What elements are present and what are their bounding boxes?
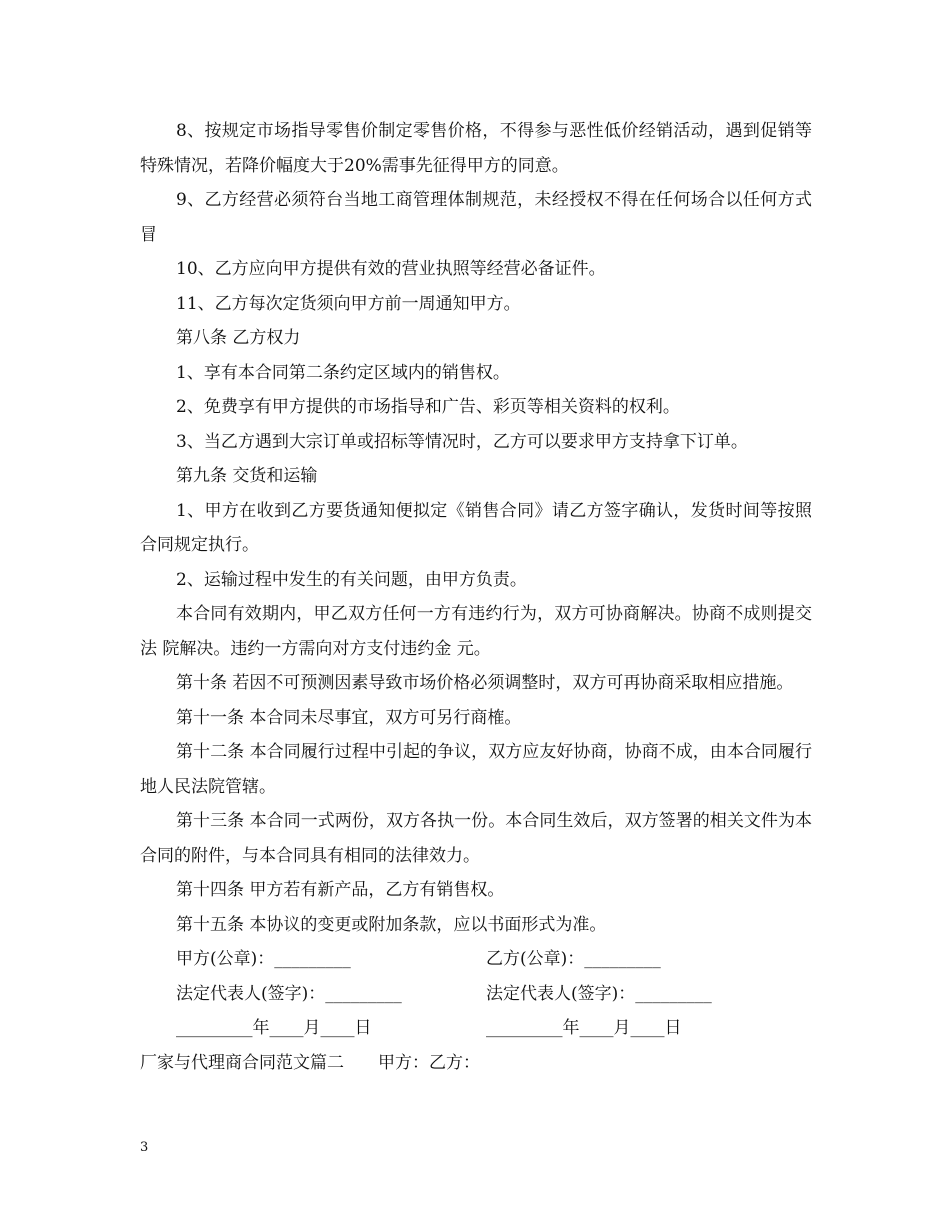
signature-row-date [140,1011,812,1046]
clause-paragraph: 1、享有本合同第二条约定区域内的销售权。 [176,362,510,383]
next-section-parties: 甲方：乙方： [378,1052,480,1073]
clause-paragraph: 9、乙方经营必须符台当地工商管理体制规范，未经授权不得在任何场合以任何方式冒 [140,190,812,245]
article-paragraph: 第十一条 本合同未尽事宜，双方可另行商榷。 [176,707,522,728]
article-paragraph: 第十二条 本合同履行过程中引起的争议，双方应友好协商，协商不成，由本合同履行 地人民法院管辖。 [140,742,812,797]
article-paragraph: 第十四条 甲方若有新产品，乙方有销售权。 [176,880,505,900]
clause-paragraph: 8、按规定市场指导零售价制定零售价格，不得参与恶性低价经销活动，遇到促销等特殊情况，若降价幅度大于20%需事先征得甲方的同意。 [140,121,812,176]
party-b-seal-field: 乙方(公章)：_________ [486,949,661,969]
document-body [140,114,812,1080]
next-section-title: 厂家与代理商合同范文篇二 [140,1052,344,1073]
party-a-representative-field: 法定代表人(签字)：_________ [176,983,402,1004]
clause-paragraph: 2、免费享有甲方提供的市场指导和广告、彩页等相关资料的权利。 [176,397,680,417]
article-paragraph: 第十五条 本协议的变更或附加条款，应以书面形式为准。 [176,914,607,935]
party-a-seal-field: 甲方(公章)：_________ [176,949,351,969]
article-paragraph: 第十条 若因不可预测因素导致市场价格必须调整时，双方可再协商采取相应措施。 [176,673,794,693]
page-number: 3 [140,1140,149,1155]
clause-paragraph: 2、运输过程中发生的有关问题，由甲方负责。 [176,569,527,590]
clause-paragraph: 本合同有效期内，甲乙双方任何一方有违约行为，双方可协商解决。协商不成则提交法 院解决。违约一方需向对方支付违约金 元。 [140,604,812,659]
article-paragraph: 第十三条 本合同一式两份，双方各执一份。本合同生效后，双方签署的相关文件为本合同的附件，与本合同具有相同的法律效力。 [140,811,812,866]
clause-paragraph: 11、乙方每次定货须向甲方前一周通知甲方。 [176,293,521,314]
signature-row-seal [140,942,812,977]
next-section-line [140,1046,812,1081]
article-heading: 第九条 交货和运输 [176,466,318,486]
party-b-representative-field: 法定代表人(签字)：_________ [486,983,712,1004]
article-heading: 第八条 乙方权力 [176,328,301,348]
party-b-date-field: _________年____月____日 [486,1018,682,1038]
clause-paragraph: 10、乙方应向甲方提供有效的营业执照等经营必备证件。 [176,259,606,279]
clause-paragraph: 3、当乙方遇到大宗订单或招标等情况时，乙方可以要求甲方支持拿下订单。 [176,431,748,452]
party-a-date-field: _________年____月____日 [176,1018,372,1038]
clause-paragraph: 1、甲方在收到乙方要货通知便拟定《销售合同》请乙方签字确认，发货时间等按照合同规定执行。 [140,500,812,555]
signature-row-representative [140,977,812,1012]
